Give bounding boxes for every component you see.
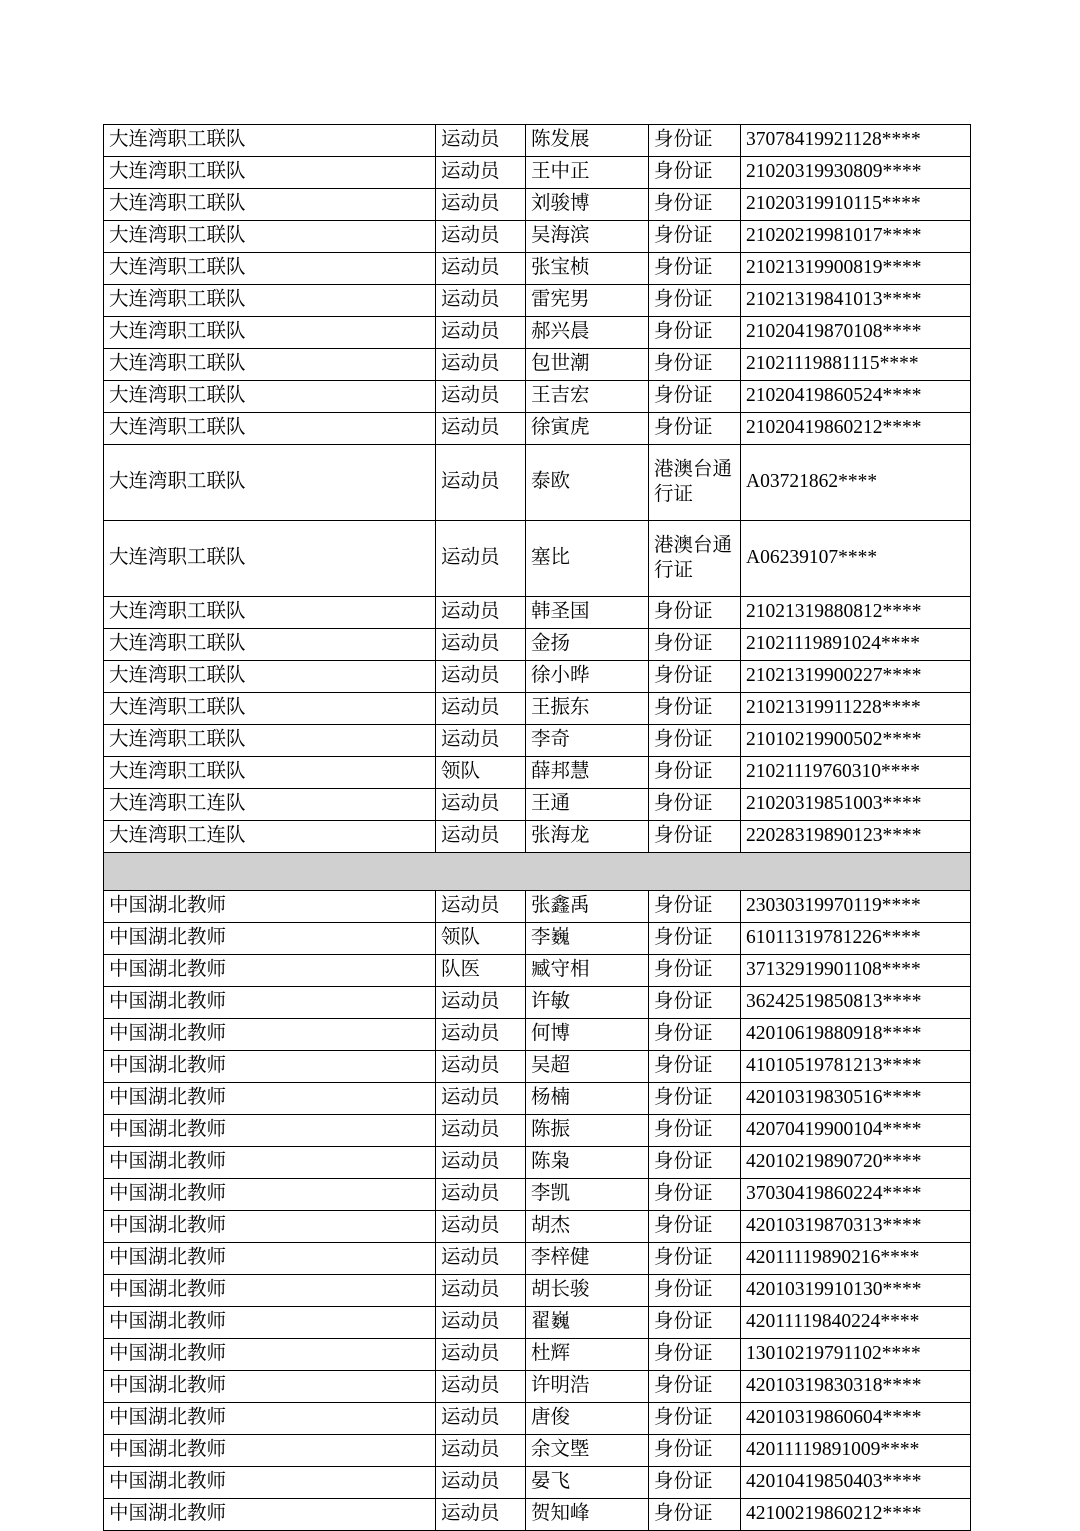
cell-role: 运动员 bbox=[436, 521, 526, 597]
cell-doc-number: 41010519781213**** bbox=[741, 1051, 971, 1083]
cell-name: 张海龙 bbox=[526, 821, 649, 853]
cell-name: 余文塈 bbox=[526, 1435, 649, 1467]
cell-doc-number: 42010319830516**** bbox=[741, 1083, 971, 1115]
cell-team: 中国湖北教师 bbox=[104, 987, 436, 1019]
cell-doc-number: A03721862**** bbox=[741, 445, 971, 521]
cell-name: 胡杰 bbox=[526, 1211, 649, 1243]
cell-name: 臧守相 bbox=[526, 955, 649, 987]
cell-name: 许明浩 bbox=[526, 1371, 649, 1403]
cell-doc-number: 42010319860604**** bbox=[741, 1403, 971, 1435]
cell-role: 运动员 bbox=[436, 1371, 526, 1403]
cell-doc-number: 21021319841013**** bbox=[741, 285, 971, 317]
cell-team: 中国湖北教师 bbox=[104, 1019, 436, 1051]
cell-doc-type: 身份证 bbox=[649, 1019, 741, 1051]
cell-team: 大连湾职工联队 bbox=[104, 693, 436, 725]
cell-doc-type: 身份证 bbox=[649, 987, 741, 1019]
cell-doc-number: 21021119881115**** bbox=[741, 349, 971, 381]
table-row bbox=[104, 1307, 971, 1339]
table-row bbox=[104, 1115, 971, 1147]
table-row bbox=[104, 125, 971, 157]
cell-name: 李巍 bbox=[526, 923, 649, 955]
cell-doc-number: 21021319900227**** bbox=[741, 661, 971, 693]
cell-role: 运动员 bbox=[436, 1275, 526, 1307]
cell-doc-number: 37132919901108**** bbox=[741, 955, 971, 987]
table-row bbox=[104, 923, 971, 955]
cell-role: 运动员 bbox=[436, 629, 526, 661]
cell-name: 李奇 bbox=[526, 725, 649, 757]
table-row bbox=[104, 1435, 971, 1467]
cell-doc-type: 身份证 bbox=[649, 317, 741, 349]
cell-doc-type: 身份证 bbox=[649, 1275, 741, 1307]
cell-team: 大连湾职工联队 bbox=[104, 521, 436, 597]
cell-name: 李凯 bbox=[526, 1179, 649, 1211]
cell-doc-type: 身份证 bbox=[649, 661, 741, 693]
cell-team: 大连湾职工联队 bbox=[104, 445, 436, 521]
cell-role: 运动员 bbox=[436, 125, 526, 157]
table-row bbox=[104, 157, 971, 189]
cell-doc-type: 身份证 bbox=[649, 1083, 741, 1115]
cell-name: 薛邦慧 bbox=[526, 757, 649, 789]
cell-role: 运动员 bbox=[436, 1435, 526, 1467]
cell-doc-type: 身份证 bbox=[649, 285, 741, 317]
table-row bbox=[104, 445, 971, 521]
cell-doc-number: 21021319900819**** bbox=[741, 253, 971, 285]
cell-team: 中国湖北教师 bbox=[104, 1179, 436, 1211]
table-row bbox=[104, 987, 971, 1019]
cell-name: 徐寅虎 bbox=[526, 413, 649, 445]
cell-team: 大连湾职工联队 bbox=[104, 285, 436, 317]
table-row bbox=[104, 1275, 971, 1307]
table-row bbox=[104, 253, 971, 285]
table-row bbox=[104, 1179, 971, 1211]
table-row bbox=[104, 285, 971, 317]
cell-name: 雷宪男 bbox=[526, 285, 649, 317]
cell-team: 大连湾职工联队 bbox=[104, 253, 436, 285]
cell-doc-type: 身份证 bbox=[649, 955, 741, 987]
cell-doc-type: 身份证 bbox=[649, 1435, 741, 1467]
table-row bbox=[104, 955, 971, 987]
table-row bbox=[104, 1243, 971, 1275]
cell-role: 运动员 bbox=[436, 1499, 526, 1531]
cell-team: 中国湖北教师 bbox=[104, 1371, 436, 1403]
cell-role: 运动员 bbox=[436, 285, 526, 317]
cell-name: 徐小晔 bbox=[526, 661, 649, 693]
table-row bbox=[104, 1467, 971, 1499]
cell-role: 运动员 bbox=[436, 1147, 526, 1179]
cell-doc-number: 21020319930809**** bbox=[741, 157, 971, 189]
cell-doc-type: 身份证 bbox=[649, 157, 741, 189]
cell-role: 运动员 bbox=[436, 789, 526, 821]
cell-doc-number: 21020419860212**** bbox=[741, 413, 971, 445]
cell-doc-number: 21021119760310**** bbox=[741, 757, 971, 789]
cell-name: 张宝桢 bbox=[526, 253, 649, 285]
table-row bbox=[104, 661, 971, 693]
cell-doc-type: 身份证 bbox=[649, 1211, 741, 1243]
table-row bbox=[104, 1371, 971, 1403]
cell-name: 李梓健 bbox=[526, 1243, 649, 1275]
table-row bbox=[104, 821, 971, 853]
cell-name: 金扬 bbox=[526, 629, 649, 661]
cell-name: 张鑫禹 bbox=[526, 891, 649, 923]
cell-role: 运动员 bbox=[436, 597, 526, 629]
cell-name: 杨楠 bbox=[526, 1083, 649, 1115]
cell-team: 中国湖北教师 bbox=[104, 1403, 436, 1435]
cell-name: 塞比 bbox=[526, 521, 649, 597]
cell-role: 运动员 bbox=[436, 349, 526, 381]
cell-role: 运动员 bbox=[436, 1339, 526, 1371]
cell-role: 运动员 bbox=[436, 1179, 526, 1211]
cell-role: 运动员 bbox=[436, 189, 526, 221]
table-row bbox=[104, 189, 971, 221]
cell-role: 运动员 bbox=[436, 1403, 526, 1435]
cell-name: 陈枭 bbox=[526, 1147, 649, 1179]
cell-team: 中国湖北教师 bbox=[104, 1275, 436, 1307]
cell-doc-type: 身份证 bbox=[649, 349, 741, 381]
cell-doc-number: 21021319911228**** bbox=[741, 693, 971, 725]
cell-name: 包世潮 bbox=[526, 349, 649, 381]
cell-team: 中国湖北教师 bbox=[104, 1211, 436, 1243]
cell-doc-number: 37030419860224**** bbox=[741, 1179, 971, 1211]
cell-doc-number: 21020319851003**** bbox=[741, 789, 971, 821]
cell-doc-type: 身份证 bbox=[649, 381, 741, 413]
cell-name: 吴海滨 bbox=[526, 221, 649, 253]
cell-name: 许敏 bbox=[526, 987, 649, 1019]
cell-name: 何博 bbox=[526, 1019, 649, 1051]
cell-doc-type: 身份证 bbox=[649, 725, 741, 757]
cell-doc-type: 身份证 bbox=[649, 1051, 741, 1083]
table-row bbox=[104, 1211, 971, 1243]
cell-name: 贺知峰 bbox=[526, 1499, 649, 1531]
table-row bbox=[104, 789, 971, 821]
block-separator-row bbox=[104, 853, 971, 891]
cell-name: 王通 bbox=[526, 789, 649, 821]
cell-team: 大连湾职工联队 bbox=[104, 349, 436, 381]
cell-doc-number: 36242519850813**** bbox=[741, 987, 971, 1019]
cell-name: 杜辉 bbox=[526, 1339, 649, 1371]
cell-role: 运动员 bbox=[436, 221, 526, 253]
cell-team: 中国湖北教师 bbox=[104, 1339, 436, 1371]
cell-doc-number: 42070419900104**** bbox=[741, 1115, 971, 1147]
cell-name: 吴超 bbox=[526, 1051, 649, 1083]
cell-doc-number: 42010319870313**** bbox=[741, 1211, 971, 1243]
table-row bbox=[104, 597, 971, 629]
cell-doc-number: 42010319910130**** bbox=[741, 1275, 971, 1307]
cell-doc-type: 身份证 bbox=[649, 1147, 741, 1179]
cell-doc-number: 22028319890123**** bbox=[741, 821, 971, 853]
cell-role: 运动员 bbox=[436, 661, 526, 693]
cell-name: 王振东 bbox=[526, 693, 649, 725]
cell-doc-type: 身份证 bbox=[649, 1243, 741, 1275]
cell-doc-number: 13010219791102**** bbox=[741, 1339, 971, 1371]
cell-role: 运动员 bbox=[436, 1307, 526, 1339]
cell-team: 中国湖北教师 bbox=[104, 1051, 436, 1083]
cell-team: 大连湾职工联队 bbox=[104, 597, 436, 629]
block-separator bbox=[104, 853, 971, 891]
cell-team: 中国湖北教师 bbox=[104, 923, 436, 955]
cell-doc-type: 身份证 bbox=[649, 189, 741, 221]
cell-team: 大连湾职工联队 bbox=[104, 629, 436, 661]
cell-doc-number: 21020319910115**** bbox=[741, 189, 971, 221]
cell-role: 运动员 bbox=[436, 725, 526, 757]
cell-doc-type: 身份证 bbox=[649, 1307, 741, 1339]
table-row bbox=[104, 1051, 971, 1083]
table-row bbox=[104, 1147, 971, 1179]
table-row bbox=[104, 891, 971, 923]
cell-team: 中国湖北教师 bbox=[104, 1467, 436, 1499]
cell-doc-number: 42010419850403**** bbox=[741, 1467, 971, 1499]
cell-name: 韩圣国 bbox=[526, 597, 649, 629]
cell-name: 陈发展 bbox=[526, 125, 649, 157]
cell-role: 运动员 bbox=[436, 253, 526, 285]
cell-team: 中国湖北教师 bbox=[104, 1435, 436, 1467]
cell-role: 运动员 bbox=[436, 157, 526, 189]
cell-role: 运动员 bbox=[436, 1243, 526, 1275]
cell-doc-number: 21020419860524**** bbox=[741, 381, 971, 413]
cell-team: 中国湖北教师 bbox=[104, 955, 436, 987]
table-row bbox=[104, 1499, 971, 1531]
cell-role: 运动员 bbox=[436, 1019, 526, 1051]
cell-team: 大连湾职工联队 bbox=[104, 757, 436, 789]
table-row bbox=[104, 317, 971, 349]
table-row bbox=[104, 757, 971, 789]
cell-team: 中国湖北教师 bbox=[104, 1083, 436, 1115]
cell-doc-number: 37078419921128**** bbox=[741, 125, 971, 157]
cell-name: 王中正 bbox=[526, 157, 649, 189]
cell-team: 大连湾职工联队 bbox=[104, 125, 436, 157]
cell-doc-type: 身份证 bbox=[649, 1339, 741, 1371]
cell-team: 大连湾职工联队 bbox=[104, 661, 436, 693]
cell-doc-type: 港澳台通行证 bbox=[649, 445, 741, 521]
cell-role: 运动员 bbox=[436, 317, 526, 349]
cell-name: 泰欧 bbox=[526, 445, 649, 521]
cell-doc-type: 身份证 bbox=[649, 757, 741, 789]
cell-team: 大连湾职工联队 bbox=[104, 381, 436, 413]
cell-doc-type: 身份证 bbox=[649, 923, 741, 955]
cell-role: 队医 bbox=[436, 955, 526, 987]
cell-role: 运动员 bbox=[436, 821, 526, 853]
cell-team: 中国湖北教师 bbox=[104, 1147, 436, 1179]
cell-team: 大连湾职工联队 bbox=[104, 413, 436, 445]
cell-team: 中国湖北教师 bbox=[104, 891, 436, 923]
cell-doc-number: 42010319830318**** bbox=[741, 1371, 971, 1403]
roster-page bbox=[103, 124, 970, 1531]
cell-team: 中国湖北教师 bbox=[104, 1307, 436, 1339]
cell-doc-number: A06239107**** bbox=[741, 521, 971, 597]
cell-doc-type: 身份证 bbox=[649, 413, 741, 445]
cell-doc-number: 42010619880918**** bbox=[741, 1019, 971, 1051]
table-row bbox=[104, 725, 971, 757]
cell-team: 中国湖北教师 bbox=[104, 1115, 436, 1147]
roster-table-body bbox=[104, 125, 971, 1531]
cell-team: 大连湾职工联队 bbox=[104, 189, 436, 221]
table-row bbox=[104, 521, 971, 597]
cell-role: 运动员 bbox=[436, 445, 526, 521]
cell-doc-number: 42011119891009**** bbox=[741, 1435, 971, 1467]
cell-doc-type: 身份证 bbox=[649, 253, 741, 285]
cell-role: 运动员 bbox=[436, 381, 526, 413]
cell-name: 刘骏博 bbox=[526, 189, 649, 221]
table-row bbox=[104, 629, 971, 661]
cell-role: 领队 bbox=[436, 757, 526, 789]
cell-role: 运动员 bbox=[436, 1211, 526, 1243]
cell-doc-type: 身份证 bbox=[649, 789, 741, 821]
table-row bbox=[104, 1019, 971, 1051]
cell-role: 运动员 bbox=[436, 1467, 526, 1499]
table-row bbox=[104, 381, 971, 413]
cell-doc-number: 61011319781226**** bbox=[741, 923, 971, 955]
cell-doc-number: 21010219900502**** bbox=[741, 725, 971, 757]
cell-doc-type: 身份证 bbox=[649, 1403, 741, 1435]
table-row bbox=[104, 349, 971, 381]
cell-role: 运动员 bbox=[436, 1083, 526, 1115]
cell-doc-type: 身份证 bbox=[649, 1115, 741, 1147]
roster-table bbox=[103, 124, 971, 1531]
cell-doc-type: 身份证 bbox=[649, 629, 741, 661]
cell-team: 大连湾职工连队 bbox=[104, 821, 436, 853]
cell-name: 胡长骏 bbox=[526, 1275, 649, 1307]
cell-doc-type: 身份证 bbox=[649, 1179, 741, 1211]
cell-role: 运动员 bbox=[436, 987, 526, 1019]
cell-name: 王吉宏 bbox=[526, 381, 649, 413]
cell-doc-type: 身份证 bbox=[649, 125, 741, 157]
cell-team: 大连湾职工连队 bbox=[104, 789, 436, 821]
table-row bbox=[104, 693, 971, 725]
cell-doc-type: 身份证 bbox=[649, 891, 741, 923]
table-row bbox=[104, 413, 971, 445]
cell-doc-number: 21020419870108**** bbox=[741, 317, 971, 349]
cell-doc-number: 42011119840224**** bbox=[741, 1307, 971, 1339]
cell-role: 运动员 bbox=[436, 891, 526, 923]
cell-role: 运动员 bbox=[436, 413, 526, 445]
cell-doc-number: 21020219981017**** bbox=[741, 221, 971, 253]
cell-doc-number: 21021319880812**** bbox=[741, 597, 971, 629]
cell-name: 郝兴晨 bbox=[526, 317, 649, 349]
cell-doc-type: 身份证 bbox=[649, 221, 741, 253]
cell-team: 中国湖北教师 bbox=[104, 1499, 436, 1531]
cell-role: 运动员 bbox=[436, 1115, 526, 1147]
cell-team: 大连湾职工联队 bbox=[104, 221, 436, 253]
cell-doc-type: 港澳台通行证 bbox=[649, 521, 741, 597]
cell-doc-number: 42100219860212**** bbox=[741, 1499, 971, 1531]
cell-doc-type: 身份证 bbox=[649, 1371, 741, 1403]
cell-doc-type: 身份证 bbox=[649, 821, 741, 853]
cell-team: 大连湾职工联队 bbox=[104, 317, 436, 349]
cell-name: 唐俊 bbox=[526, 1403, 649, 1435]
cell-team: 大连湾职工联队 bbox=[104, 725, 436, 757]
cell-doc-type: 身份证 bbox=[649, 1499, 741, 1531]
cell-doc-type: 身份证 bbox=[649, 693, 741, 725]
cell-role: 领队 bbox=[436, 923, 526, 955]
cell-doc-type: 身份证 bbox=[649, 1467, 741, 1499]
table-row bbox=[104, 1403, 971, 1435]
cell-doc-type: 身份证 bbox=[649, 597, 741, 629]
table-row bbox=[104, 221, 971, 253]
cell-name: 晏飞 bbox=[526, 1467, 649, 1499]
cell-doc-number: 21021119891024**** bbox=[741, 629, 971, 661]
table-row bbox=[104, 1339, 971, 1371]
cell-team: 大连湾职工联队 bbox=[104, 157, 436, 189]
cell-role: 运动员 bbox=[436, 693, 526, 725]
cell-doc-number: 42010219890720**** bbox=[741, 1147, 971, 1179]
cell-team: 中国湖北教师 bbox=[104, 1243, 436, 1275]
cell-doc-number: 42011119890216**** bbox=[741, 1243, 971, 1275]
cell-doc-number: 23030319970119**** bbox=[741, 891, 971, 923]
cell-role: 运动员 bbox=[436, 1051, 526, 1083]
table-row bbox=[104, 1083, 971, 1115]
cell-name: 陈振 bbox=[526, 1115, 649, 1147]
cell-name: 翟巍 bbox=[526, 1307, 649, 1339]
